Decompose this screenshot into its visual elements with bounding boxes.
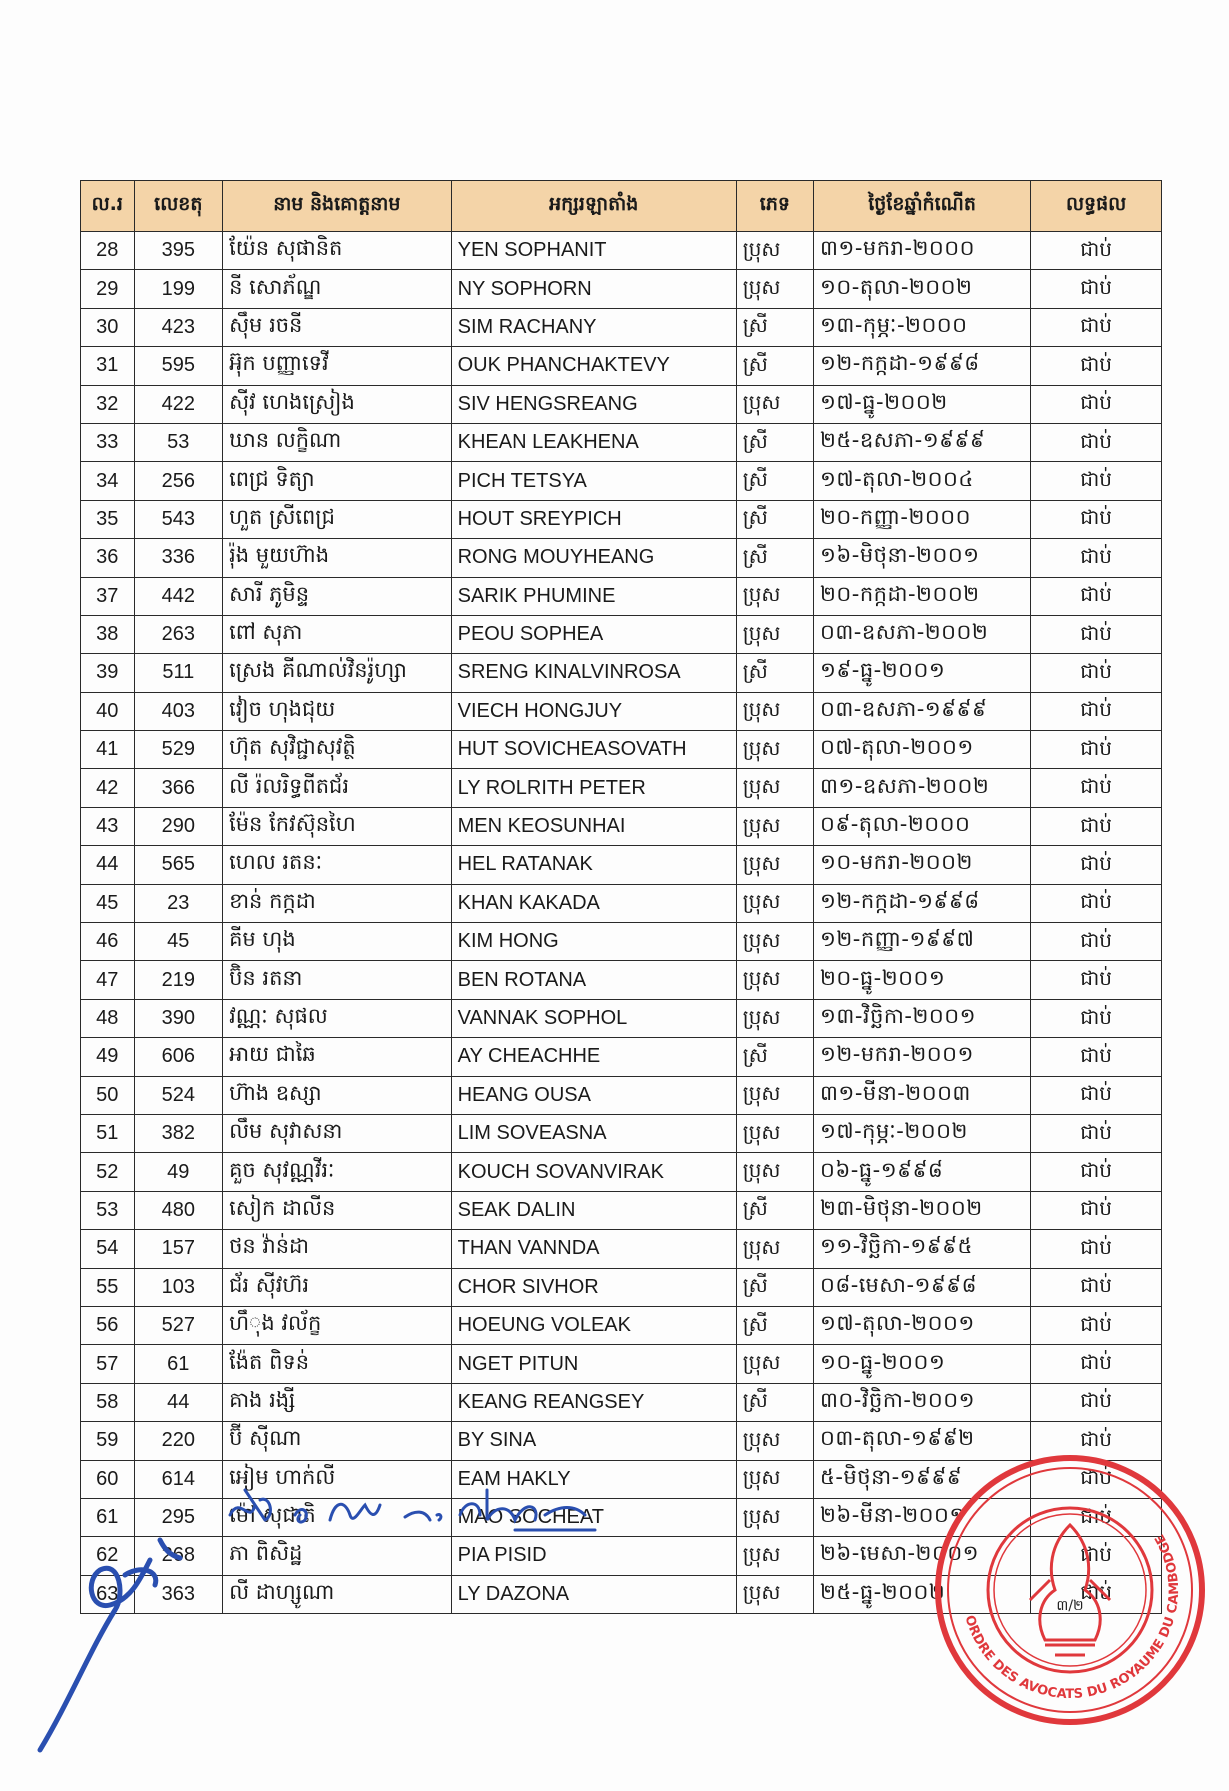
table-row bbox=[81, 1383, 1162, 1421]
row-number-cell: 56 bbox=[81, 1306, 135, 1344]
latin-name-cell: MAO SOCHEAT bbox=[451, 1498, 736, 1536]
date-of-birth-cell: ២០-កញ្ញា-២០០០ bbox=[813, 500, 1030, 538]
table-row bbox=[81, 347, 1162, 385]
row-number-cell: 28 bbox=[81, 232, 135, 270]
row-number-cell: 39 bbox=[81, 654, 135, 692]
latin-name-cell: KEANG REANGSEY bbox=[451, 1383, 736, 1421]
sex-cell: ប្រុស bbox=[736, 846, 813, 884]
seat-number-cell: 382 bbox=[134, 1114, 223, 1152]
table-row bbox=[81, 961, 1162, 999]
khmer-name-cell: ថន វ៉ាន់ដា bbox=[223, 1230, 452, 1268]
date-of-birth-cell: ០៩-តុលា-២០០០ bbox=[813, 807, 1030, 845]
table-row bbox=[81, 731, 1162, 769]
seat-number-cell: 49 bbox=[134, 1153, 223, 1191]
result-cell: ជាប់ bbox=[1031, 1498, 1162, 1536]
date-of-birth-cell: ១៩-ធ្នូ-២០០១ bbox=[813, 654, 1030, 692]
row-number-cell: 32 bbox=[81, 385, 135, 423]
table-row bbox=[81, 846, 1162, 884]
sex-cell: ប្រុស bbox=[736, 807, 813, 845]
sex-cell: ប្រុស bbox=[736, 1230, 813, 1268]
header-result: លទ្ធផល bbox=[1031, 181, 1162, 232]
table-header-row bbox=[81, 181, 1162, 232]
row-number-cell: 61 bbox=[81, 1498, 135, 1536]
latin-name-cell: SIV HENGSREANG bbox=[451, 385, 736, 423]
seat-number-cell: 256 bbox=[134, 462, 223, 500]
khmer-name-cell: ស៊ឹម រចនី bbox=[223, 308, 452, 346]
official-seal bbox=[930, 1450, 1210, 1730]
date-of-birth-cell: ១១-វិច្ឆិកា-១៩៩៥ bbox=[813, 1230, 1030, 1268]
seat-number-cell: 422 bbox=[134, 385, 223, 423]
result-cell: ជាប់ bbox=[1031, 923, 1162, 961]
khmer-name-cell: ពៅ សុភា bbox=[223, 615, 452, 653]
result-cell: ជាប់ bbox=[1031, 1422, 1162, 1460]
sex-cell: ប្រុស bbox=[736, 1575, 813, 1613]
result-cell: ជាប់ bbox=[1031, 308, 1162, 346]
khmer-name-cell: វណ្ណៈ សុផល bbox=[223, 999, 452, 1037]
table-row bbox=[81, 1038, 1162, 1076]
khmer-name-cell: ស្រេង គីណាល់វិនរ៉ូហ្សា bbox=[223, 654, 452, 692]
header-dob: ថ្ងៃខែឆ្នាំកំណើត bbox=[813, 181, 1030, 232]
latin-name-cell: KOUCH SOVANVIRAK bbox=[451, 1153, 736, 1191]
sex-cell: ស្រី bbox=[736, 1306, 813, 1344]
result-cell: ជាប់ bbox=[1031, 615, 1162, 653]
result-cell: ជាប់ bbox=[1031, 1383, 1162, 1421]
date-of-birth-cell: ២៥-ធ្នូ-២០០២ bbox=[813, 1575, 1030, 1613]
latin-name-cell: SIM RACHANY bbox=[451, 308, 736, 346]
latin-name-cell: HOEUNG VOLEAK bbox=[451, 1306, 736, 1344]
seat-number-cell: 442 bbox=[134, 577, 223, 615]
sex-cell: ស្រី bbox=[736, 654, 813, 692]
latin-name-cell: HEANG OUSA bbox=[451, 1076, 736, 1114]
row-number-cell: 35 bbox=[81, 500, 135, 538]
seat-number-cell: 390 bbox=[134, 999, 223, 1037]
table-row bbox=[81, 807, 1162, 845]
header-latin-name: អក្សរឡាតាំង bbox=[451, 181, 736, 232]
sex-cell: ស្រី bbox=[736, 1383, 813, 1421]
row-number-cell: 48 bbox=[81, 999, 135, 1037]
table-row bbox=[81, 1268, 1162, 1306]
seat-number-cell: 336 bbox=[134, 539, 223, 577]
khmer-name-cell: អ៊ុក បញ្ញាទេវី bbox=[223, 347, 452, 385]
result-cell: ជាប់ bbox=[1031, 577, 1162, 615]
result-cell: ជាប់ bbox=[1031, 462, 1162, 500]
khmer-name-cell: គាង រង្សី bbox=[223, 1383, 452, 1421]
khmer-name-cell: នី សោភ័ណ្ឌ bbox=[223, 270, 452, 308]
sex-cell: ស្រី bbox=[736, 423, 813, 461]
result-cell: ជាប់ bbox=[1031, 1191, 1162, 1229]
date-of-birth-cell: ១២-កញ្ញា-១៩៩៧ bbox=[813, 923, 1030, 961]
khmer-name-cell: វៀច ហុងជុយ bbox=[223, 692, 452, 730]
seat-number-cell: 395 bbox=[134, 232, 223, 270]
date-of-birth-cell: ៣១-មីនា-២០០៣ bbox=[813, 1076, 1030, 1114]
row-number-cell: 29 bbox=[81, 270, 135, 308]
date-of-birth-cell: ៣០-វិច្ឆិកា-២០០១ bbox=[813, 1383, 1030, 1421]
signature-left bbox=[30, 1500, 190, 1760]
date-of-birth-cell: ០៣-ឧសភា-២០០២ bbox=[813, 615, 1030, 653]
khmer-name-cell: រ៉ុង មួយហ៊ាង bbox=[223, 539, 452, 577]
date-of-birth-cell: ២៣-មិថុនា-២០០២ bbox=[813, 1191, 1030, 1229]
table-row bbox=[81, 1345, 1162, 1383]
khmer-name-cell: អៀម ហាក់លី bbox=[223, 1460, 452, 1498]
sex-cell: ប្រុស bbox=[736, 1460, 813, 1498]
date-of-birth-cell: ០៧-តុលា-២០០១ bbox=[813, 731, 1030, 769]
date-of-birth-cell: ១៦-មិថុនា-២០០១ bbox=[813, 539, 1030, 577]
seat-number-cell: 199 bbox=[134, 270, 223, 308]
seat-number-cell: 61 bbox=[134, 1345, 223, 1383]
result-cell: ជាប់ bbox=[1031, 999, 1162, 1037]
latin-name-cell: AY CHEACHHE bbox=[451, 1038, 736, 1076]
seat-number-cell: 423 bbox=[134, 308, 223, 346]
latin-name-cell: NGET PITUN bbox=[451, 1345, 736, 1383]
seat-number-cell: 295 bbox=[134, 1498, 223, 1536]
table-body bbox=[81, 232, 1162, 1614]
sex-cell: ប្រុស bbox=[736, 1537, 813, 1575]
sex-cell: ប្រុស bbox=[736, 731, 813, 769]
table-row bbox=[81, 692, 1162, 730]
seat-number-cell: 366 bbox=[134, 769, 223, 807]
row-number-cell: 58 bbox=[81, 1383, 135, 1421]
date-of-birth-cell: ១០-មករា-២០០២ bbox=[813, 846, 1030, 884]
seat-number-cell: 53 bbox=[134, 423, 223, 461]
date-of-birth-cell: ១២-មករា-២០០១ bbox=[813, 1038, 1030, 1076]
row-number-cell: 63 bbox=[81, 1575, 135, 1613]
sex-cell: ប្រុស bbox=[736, 1345, 813, 1383]
result-cell: ជាប់ bbox=[1031, 731, 1162, 769]
row-number-cell: 40 bbox=[81, 692, 135, 730]
result-cell: ជាប់ bbox=[1031, 1230, 1162, 1268]
date-of-birth-cell: ១៧-តុលា-២០០១ bbox=[813, 1306, 1030, 1344]
sex-cell: ប្រុស bbox=[736, 1114, 813, 1152]
date-of-birth-cell: ២០-ធ្នូ-២០០១ bbox=[813, 961, 1030, 999]
table-row bbox=[81, 462, 1162, 500]
result-cell: ជាប់ bbox=[1031, 1460, 1162, 1498]
sex-cell: ប្រុស bbox=[736, 884, 813, 922]
seat-number-cell: 220 bbox=[134, 1422, 223, 1460]
result-cell: ជាប់ bbox=[1031, 807, 1162, 845]
table-row bbox=[81, 500, 1162, 538]
row-number-cell: 50 bbox=[81, 1076, 135, 1114]
table-row bbox=[81, 270, 1162, 308]
seat-number-cell: 614 bbox=[134, 1460, 223, 1498]
seat-number-cell: 480 bbox=[134, 1191, 223, 1229]
row-number-cell: 36 bbox=[81, 539, 135, 577]
seat-number-cell: 44 bbox=[134, 1383, 223, 1421]
sex-cell: ស្រី bbox=[736, 308, 813, 346]
khmer-name-cell: ង៉ែត ពិទន់ bbox=[223, 1345, 452, 1383]
khmer-name-cell: ហេល រតនៈ bbox=[223, 846, 452, 884]
sex-cell: ប្រុស bbox=[736, 999, 813, 1037]
result-cell: ជាប់ bbox=[1031, 1537, 1162, 1575]
result-cell: ជាប់ bbox=[1031, 347, 1162, 385]
latin-name-cell: HUT SOVICHEASOVATH bbox=[451, 731, 736, 769]
seat-number-cell: 529 bbox=[134, 731, 223, 769]
row-number-cell: 46 bbox=[81, 923, 135, 961]
table-row bbox=[81, 769, 1162, 807]
date-of-birth-cell: ១៧-កុម្ភៈ-២០០២ bbox=[813, 1114, 1030, 1152]
seal-page-mark: ៣/២ bbox=[1056, 1598, 1084, 1614]
result-cell: ជាប់ bbox=[1031, 1306, 1162, 1344]
seat-number-cell: 527 bbox=[134, 1306, 223, 1344]
result-cell: ជាប់ bbox=[1031, 961, 1162, 999]
date-of-birth-cell: ៣១-មករា-២០០០ bbox=[813, 232, 1030, 270]
row-number-cell: 49 bbox=[81, 1038, 135, 1076]
khmer-name-cell: ប៊ិន រតនា bbox=[223, 961, 452, 999]
sex-cell: ប្រុស bbox=[736, 1498, 813, 1536]
row-number-cell: 52 bbox=[81, 1153, 135, 1191]
result-cell: ជាប់ bbox=[1031, 846, 1162, 884]
date-of-birth-cell: ២៦-មេសា-២០០១ bbox=[813, 1537, 1030, 1575]
table-row bbox=[81, 423, 1162, 461]
latin-name-cell: EAM HAKLY bbox=[451, 1460, 736, 1498]
khmer-name-cell: លី រ៉លរិទ្ធពីតជ័រ bbox=[223, 769, 452, 807]
table-row bbox=[81, 1076, 1162, 1114]
table-row bbox=[81, 1114, 1162, 1152]
table-row bbox=[81, 1230, 1162, 1268]
sex-cell: ប្រុស bbox=[736, 270, 813, 308]
khmer-name-cell: ខាន់ កក្កដា bbox=[223, 884, 452, 922]
latin-name-cell: KIM HONG bbox=[451, 923, 736, 961]
row-number-cell: 59 bbox=[81, 1422, 135, 1460]
date-of-birth-cell: ៥-មិថុនា-១៩៩៩ bbox=[813, 1460, 1030, 1498]
result-cell: ជាប់ bbox=[1031, 1114, 1162, 1152]
sex-cell: ប្រុស bbox=[736, 769, 813, 807]
table-row bbox=[81, 577, 1162, 615]
table-row bbox=[81, 923, 1162, 961]
result-cell: ជាប់ bbox=[1031, 1575, 1162, 1613]
table-row bbox=[81, 385, 1162, 423]
date-of-birth-cell: ០៣-ឧសភា-១៩៩៩ bbox=[813, 692, 1030, 730]
results-table bbox=[80, 180, 1162, 1614]
sex-cell: ស្រី bbox=[736, 1191, 813, 1229]
khmer-name-cell: ហ៊ុត សុវិជ្ជាសុវត្ថិ bbox=[223, 731, 452, 769]
sex-cell: ស្រី bbox=[736, 1268, 813, 1306]
table-row bbox=[81, 615, 1162, 653]
sex-cell: ប្រុស bbox=[736, 1153, 813, 1191]
row-number-cell: 37 bbox=[81, 577, 135, 615]
result-cell: ជាប់ bbox=[1031, 1038, 1162, 1076]
sex-cell: ប្រុស bbox=[736, 961, 813, 999]
latin-name-cell: BY SINA bbox=[451, 1422, 736, 1460]
latin-name-cell: MEN KEOSUNHAI bbox=[451, 807, 736, 845]
header-seat: លេខតុ bbox=[134, 181, 223, 232]
result-cell: ជាប់ bbox=[1031, 270, 1162, 308]
khmer-name-cell: ឃាន លក្ខិណា bbox=[223, 423, 452, 461]
result-cell: ជាប់ bbox=[1031, 654, 1162, 692]
date-of-birth-cell: ១០-ធ្នូ-២០០១ bbox=[813, 1345, 1030, 1383]
row-number-cell: 57 bbox=[81, 1345, 135, 1383]
latin-name-cell: PEOU SOPHEA bbox=[451, 615, 736, 653]
sex-cell: ស្រី bbox=[736, 539, 813, 577]
result-cell: ជាប់ bbox=[1031, 769, 1162, 807]
seat-number-cell: 511 bbox=[134, 654, 223, 692]
row-number-cell: 54 bbox=[81, 1230, 135, 1268]
header-sex: ភេទ bbox=[736, 181, 813, 232]
result-cell: ជាប់ bbox=[1031, 1153, 1162, 1191]
latin-name-cell: LIM SOVEASNA bbox=[451, 1114, 736, 1152]
sex-cell: ប្រុស bbox=[736, 232, 813, 270]
date-of-birth-cell: ២៥-ឧសភា-១៩៩៩ bbox=[813, 423, 1030, 461]
sex-cell: ប្រុស bbox=[736, 923, 813, 961]
latin-name-cell: SARIK PHUMINE bbox=[451, 577, 736, 615]
row-number-cell: 51 bbox=[81, 1114, 135, 1152]
row-number-cell: 30 bbox=[81, 308, 135, 346]
sex-cell: ស្រី bbox=[736, 462, 813, 500]
seat-number-cell: 23 bbox=[134, 884, 223, 922]
seat-number-cell: 543 bbox=[134, 500, 223, 538]
table-row bbox=[81, 539, 1162, 577]
row-number-cell: 55 bbox=[81, 1268, 135, 1306]
khmer-name-cell: ម៉ែន កែវស៊ុនហៃ bbox=[223, 807, 452, 845]
seat-number-cell: 219 bbox=[134, 961, 223, 999]
seat-number-cell: 103 bbox=[134, 1268, 223, 1306]
latin-name-cell: KHEAN LEAKHENA bbox=[451, 423, 736, 461]
khmer-name-cell: ហួត ស្រីពេជ្រ bbox=[223, 500, 452, 538]
seat-number-cell: 157 bbox=[134, 1230, 223, 1268]
seat-number-cell: 45 bbox=[134, 923, 223, 961]
sex-cell: ប្រុស bbox=[736, 385, 813, 423]
latin-name-cell: BEN ROTANA bbox=[451, 961, 736, 999]
result-cell: ជាប់ bbox=[1031, 232, 1162, 270]
result-cell: ជាប់ bbox=[1031, 1268, 1162, 1306]
sex-cell: ប្រុស bbox=[736, 577, 813, 615]
table-row bbox=[81, 654, 1162, 692]
sex-cell: ប្រុស bbox=[736, 692, 813, 730]
result-cell: ជាប់ bbox=[1031, 1076, 1162, 1114]
row-number-cell: 31 bbox=[81, 347, 135, 385]
latin-name-cell: RONG MOUYHEANG bbox=[451, 539, 736, 577]
date-of-birth-cell: ០៣-តុលា-១៩៩២ bbox=[813, 1422, 1030, 1460]
khmer-name-cell: ហ៊ាង ឧស្សា bbox=[223, 1076, 452, 1114]
date-of-birth-cell: ១៧-ធ្នូ-២០០២ bbox=[813, 385, 1030, 423]
result-cell: ជាប់ bbox=[1031, 423, 1162, 461]
khmer-name-cell: ពេជ្រ ទិត្យា bbox=[223, 462, 452, 500]
result-cell: ជាប់ bbox=[1031, 385, 1162, 423]
sex-cell: ស្រី bbox=[736, 1038, 813, 1076]
date-of-birth-cell: ១២-កក្កដា-១៩៩៨ bbox=[813, 884, 1030, 922]
table-row bbox=[81, 1191, 1162, 1229]
row-number-cell: 38 bbox=[81, 615, 135, 653]
khmer-name-cell: សារី ភូមិន្ទ bbox=[223, 577, 452, 615]
result-cell: ជាប់ bbox=[1031, 539, 1162, 577]
latin-name-cell: LY ROLRITH PETER bbox=[451, 769, 736, 807]
row-number-cell: 42 bbox=[81, 769, 135, 807]
sex-cell: ប្រុស bbox=[736, 1076, 813, 1114]
khmer-name-cell: ប៊ី ស៊ីណា bbox=[223, 1422, 452, 1460]
signature-initials bbox=[225, 1475, 605, 1545]
khmer-name-cell: ហឹុង វល័ក្ខ bbox=[223, 1306, 452, 1344]
seat-number-cell: 263 bbox=[134, 615, 223, 653]
result-cell: ជាប់ bbox=[1031, 1345, 1162, 1383]
latin-name-cell: SEAK DALIN bbox=[451, 1191, 736, 1229]
seat-number-cell: 595 bbox=[134, 347, 223, 385]
table-row bbox=[81, 232, 1162, 270]
khmer-name-cell: គួច សុវណ្ណវីរៈ bbox=[223, 1153, 452, 1191]
sex-cell: ប្រុស bbox=[736, 1422, 813, 1460]
date-of-birth-cell: ០៨-មេសា-១៩៩៨ bbox=[813, 1268, 1030, 1306]
latin-name-cell: PIA PISID bbox=[451, 1537, 736, 1575]
row-number-cell: 62 bbox=[81, 1537, 135, 1575]
row-number-cell: 44 bbox=[81, 846, 135, 884]
table-row bbox=[81, 1153, 1162, 1191]
latin-name-cell: LY DAZONA bbox=[451, 1575, 736, 1613]
date-of-birth-cell: ២៦-មីនា-២០០១ bbox=[813, 1498, 1030, 1536]
khmer-name-cell: យ៉ែន សុផានិត bbox=[223, 232, 452, 270]
latin-name-cell: PICH TETSYA bbox=[451, 462, 736, 500]
row-number-cell: 60 bbox=[81, 1460, 135, 1498]
seat-number-cell: 524 bbox=[134, 1076, 223, 1114]
table-row bbox=[81, 308, 1162, 346]
header-no: ល.រ bbox=[81, 181, 135, 232]
seat-number-cell: 403 bbox=[134, 692, 223, 730]
latin-name-cell: VANNAK SOPHOL bbox=[451, 999, 736, 1037]
date-of-birth-cell: ០៦-ធ្នូ-១៩៩៨ bbox=[813, 1153, 1030, 1191]
table-row bbox=[81, 999, 1162, 1037]
date-of-birth-cell: ១៣-កុម្ភៈ-២០០០ bbox=[813, 308, 1030, 346]
date-of-birth-cell: ៣១-ឧសភា-២០០២ bbox=[813, 769, 1030, 807]
sex-cell: ប្រុស bbox=[736, 615, 813, 653]
row-number-cell: 53 bbox=[81, 1191, 135, 1229]
khmer-name-cell: គីម ហុង bbox=[223, 923, 452, 961]
row-number-cell: 41 bbox=[81, 731, 135, 769]
khmer-name-cell: ស៊ីវ ហេងស្រៀង bbox=[223, 385, 452, 423]
header-khmer-name: នាម និងគោត្តនាម bbox=[223, 181, 452, 232]
seat-number-cell: 363 bbox=[134, 1575, 223, 1613]
seal-outer-text: ORDRE DES AVOCATS DU ROYAUME DU CAMBODGE bbox=[961, 1531, 1183, 1703]
khmer-name-cell: សៀក ដាលីន bbox=[223, 1191, 452, 1229]
result-cell: ជាប់ bbox=[1031, 500, 1162, 538]
latin-name-cell: OUK PHANCHAKTEVY bbox=[451, 347, 736, 385]
date-of-birth-cell: ២០-កក្កដា-២០០២ bbox=[813, 577, 1030, 615]
row-number-cell: 34 bbox=[81, 462, 135, 500]
khmer-name-cell: ភា ពិសិដ្ឋ bbox=[223, 1537, 452, 1575]
seat-number-cell: 565 bbox=[134, 846, 223, 884]
date-of-birth-cell: ១៣-វិច្ឆិកា-២០០១ bbox=[813, 999, 1030, 1037]
seat-number-cell: 290 bbox=[134, 807, 223, 845]
seat-number-cell: 268 bbox=[134, 1537, 223, 1575]
date-of-birth-cell: ១០-តុលា-២០០២ bbox=[813, 270, 1030, 308]
result-cell: ជាប់ bbox=[1031, 884, 1162, 922]
sex-cell: ស្រី bbox=[736, 347, 813, 385]
latin-name-cell: CHOR SIVHOR bbox=[451, 1268, 736, 1306]
row-number-cell: 45 bbox=[81, 884, 135, 922]
latin-name-cell: KHAN KAKADA bbox=[451, 884, 736, 922]
khmer-name-cell: លី ដាហ្សូណា bbox=[223, 1575, 452, 1613]
latin-name-cell: YEN SOPHANIT bbox=[451, 232, 736, 270]
latin-name-cell: NY SOPHORN bbox=[451, 270, 736, 308]
table-row bbox=[81, 884, 1162, 922]
row-number-cell: 33 bbox=[81, 423, 135, 461]
khmer-name-cell: ជ័រ ស៊ីវហ៊រ bbox=[223, 1268, 452, 1306]
latin-name-cell: HEL RATANAK bbox=[451, 846, 736, 884]
latin-name-cell: VIECH HONGJUY bbox=[451, 692, 736, 730]
date-of-birth-cell: ១៧-តុលា-២០០៤ bbox=[813, 462, 1030, 500]
table-row bbox=[81, 1306, 1162, 1344]
khmer-name-cell: ម៉ៅ សុជាតិ bbox=[223, 1498, 452, 1536]
date-of-birth-cell: ១២-កក្កដា-១៩៩៨ bbox=[813, 347, 1030, 385]
latin-name-cell: HOUT SREYPICH bbox=[451, 500, 736, 538]
seat-number-cell: 606 bbox=[134, 1038, 223, 1076]
sex-cell: ស្រី bbox=[736, 500, 813, 538]
khmer-name-cell: លឹម សុវាសនា bbox=[223, 1114, 452, 1152]
row-number-cell: 47 bbox=[81, 961, 135, 999]
row-number-cell: 43 bbox=[81, 807, 135, 845]
khmer-name-cell: អាយ ជាឆៃ bbox=[223, 1038, 452, 1076]
latin-name-cell: SRENG KINALVINROSA bbox=[451, 654, 736, 692]
result-cell: ជាប់ bbox=[1031, 692, 1162, 730]
latin-name-cell: THAN VANNDA bbox=[451, 1230, 736, 1268]
